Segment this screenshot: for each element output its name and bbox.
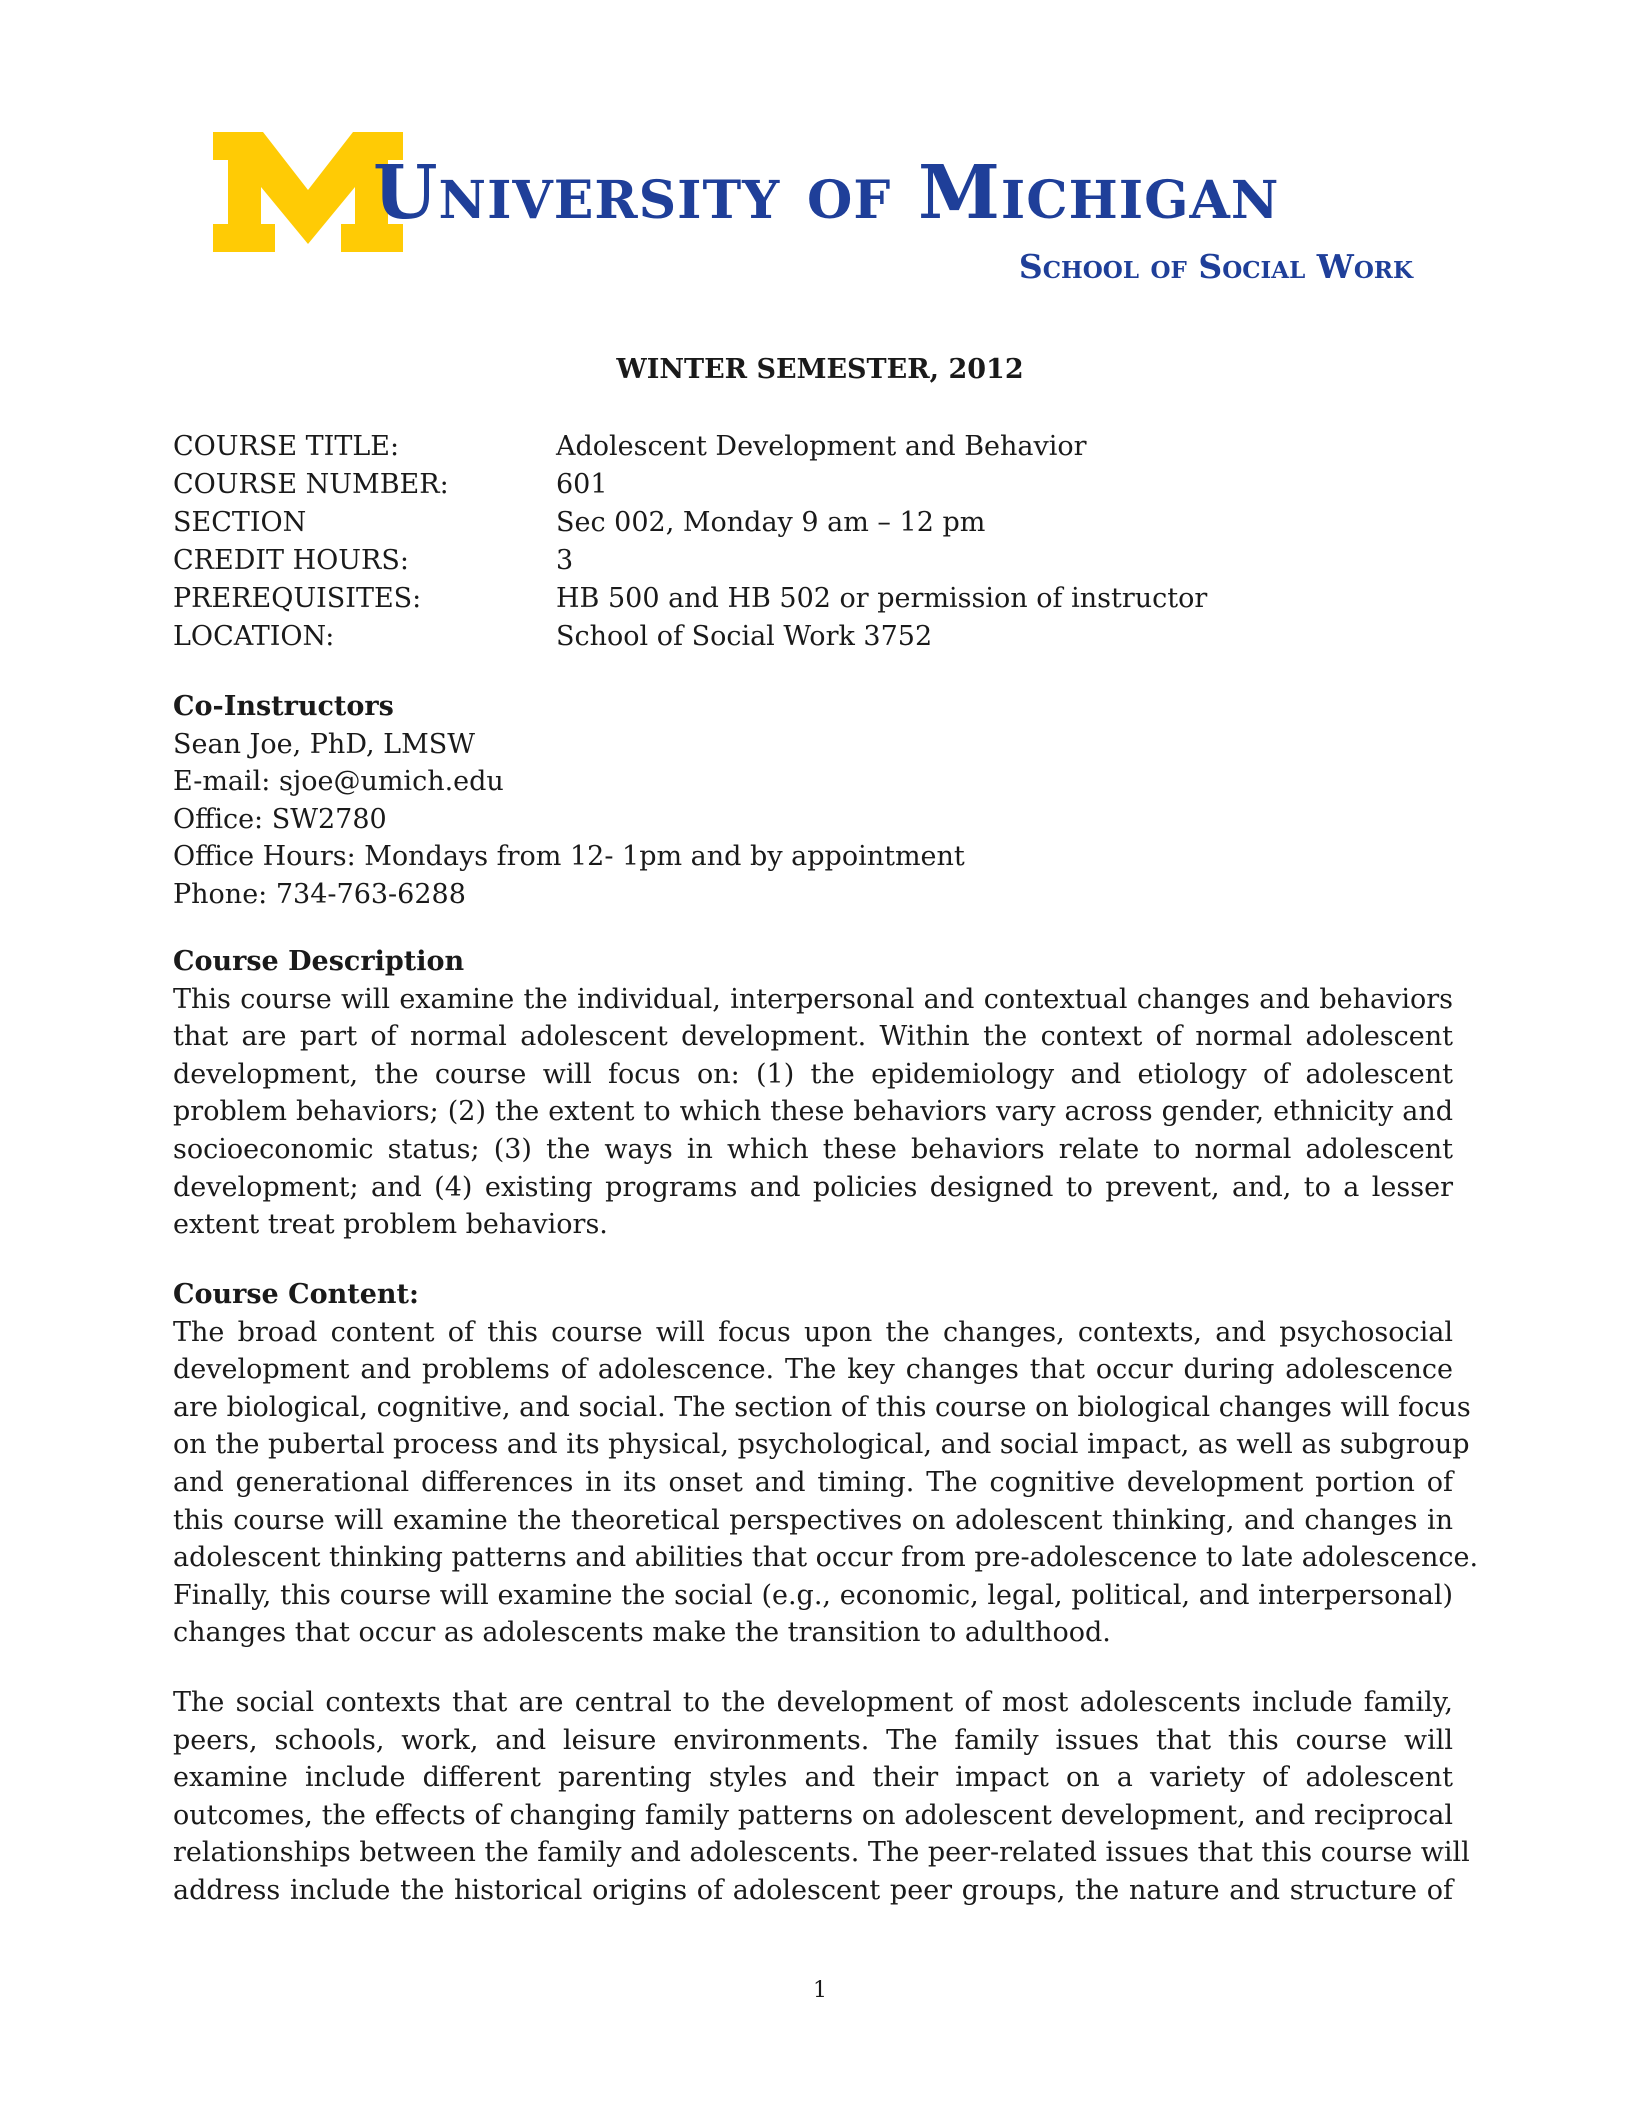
text-line: Finally, this course will examine the social (e.g., economic, legal, political, and interpersonal) bbox=[173, 1579, 1453, 1611]
text-line: relationships between the family and adolescents. The peer-related issues that this course will bbox=[173, 1837, 1470, 1869]
course-info-row bbox=[173, 428, 1207, 466]
text-line: examine include different parenting styles and their impact on a variety of adolescent bbox=[173, 1762, 1453, 1794]
text-line: adolescent thinking patterns and abilities that occur from pre-adolescence to late adolescence. bbox=[173, 1542, 1479, 1574]
course-info-label: COURSE TITLE: bbox=[173, 431, 400, 462]
text-line: this course will examine the theoretical perspectives on adolescent thinking, and changes in bbox=[173, 1504, 1453, 1536]
text-line: outcomes, the effects of changing family patterns on adolescent development, and reciprocal bbox=[173, 1799, 1453, 1831]
text-line: on the pubertal process and its physical, psychological, and social impact, as well as subgroup bbox=[173, 1429, 1470, 1461]
text-line: address include the historical origins of adolescent peer groups, the nature and structure of bbox=[173, 1874, 1453, 1906]
content-paragraph-2 bbox=[173, 1684, 1470, 1910]
text-line: that are part of normal adolescent development. Within the context of normal adolescent bbox=[173, 1021, 1453, 1053]
description-heading: Course Description bbox=[173, 946, 465, 977]
content-heading: Course Content: bbox=[173, 1279, 419, 1310]
text-line: development; and (4) existing programs and policies designed to prevent, and, to a lesser bbox=[173, 1171, 1453, 1203]
instructors-heading: Co-Instructors bbox=[173, 691, 394, 722]
text-line: peers, schools, work, and leisure environments. The family issues that this course will bbox=[173, 1724, 1453, 1756]
text-line: development and problems of adolescence. The key changes that occur during adolescence bbox=[173, 1354, 1453, 1386]
university-logo bbox=[213, 132, 1413, 286]
course-info-row bbox=[173, 542, 1207, 580]
course-info-label: SECTION bbox=[173, 507, 307, 538]
text-line: The broad content of this course will focus upon the changes, contexts, and psychosocial bbox=[173, 1316, 1453, 1348]
course-info-label: CREDIT HOURS: bbox=[173, 545, 409, 576]
course-info-row bbox=[173, 618, 1207, 656]
instructor-office: Office: SW2780 bbox=[173, 803, 387, 835]
university-name: University of Michigan bbox=[373, 150, 1280, 236]
text-line: This course will examine the individual, interpersonal and contextual changes and behaviors bbox=[173, 983, 1453, 1015]
school-name: School of Social Work bbox=[1018, 247, 1413, 286]
course-info-label: LOCATION: bbox=[173, 621, 335, 652]
description-section bbox=[173, 943, 1453, 1244]
page-number: 1 bbox=[813, 1978, 827, 2003]
instructors-section bbox=[173, 688, 1453, 914]
content-paragraph-1 bbox=[173, 1314, 1479, 1652]
text-line: problem behaviors; (2) the extent to which these behaviors vary across gender, ethnicity and bbox=[173, 1096, 1453, 1128]
instructor-phone: Phone: 734-763-6288 bbox=[173, 878, 466, 910]
text-line: are biological, cognitive, and social. The section of this course on biological changes will focus bbox=[173, 1391, 1471, 1423]
course-info-value: 3 bbox=[556, 545, 574, 576]
course-info-row bbox=[173, 466, 1207, 504]
course-info-value: Sec 002, Monday 9 am – 12 pm bbox=[556, 507, 986, 538]
course-info-value: School of Social Work 3752 bbox=[556, 621, 933, 652]
text-line: changes that occur as adolescents make the transition to adulthood. bbox=[173, 1617, 1111, 1649]
text-line: and generational differences in its onset and timing. The cognitive development portion of bbox=[173, 1466, 1453, 1498]
course-info-value: 601 bbox=[556, 469, 608, 500]
description-text bbox=[173, 981, 1453, 1244]
content-section bbox=[173, 1276, 1479, 1652]
text-line: socioeconomic status; (3) the ways in which these behaviors relate to normal adolescent bbox=[173, 1133, 1453, 1165]
text-line: extent treat problem behaviors. bbox=[173, 1209, 608, 1241]
course-info-label: COURSE NUMBER: bbox=[173, 469, 449, 500]
content-section-continued bbox=[173, 1684, 1470, 1910]
instructor-name: Sean Joe, PhD, LMSW bbox=[173, 728, 475, 760]
course-info-row bbox=[173, 504, 1207, 542]
course-info-label: PREREQUISITES: bbox=[173, 583, 422, 614]
instructor-hours: Office Hours: Mondays from 12- 1pm and by appointment bbox=[173, 841, 965, 873]
course-info-table bbox=[173, 428, 1207, 656]
text-line: development, the course will focus on: (1) the epidemiology and etiology of adolescent bbox=[173, 1058, 1453, 1090]
text-line: The social contexts that are central to the development of most adolescents include family, bbox=[173, 1687, 1453, 1718]
course-info-value: Adolescent Development and Behavior bbox=[556, 431, 1087, 462]
course-info-value: HB 500 and HB 502 or permission of instructor bbox=[556, 583, 1208, 614]
semester-title: WINTER SEMESTER, 2012 bbox=[616, 354, 1024, 385]
instructor-email: E-mail: sjoe@umich.edu bbox=[173, 766, 504, 798]
course-info-row bbox=[173, 580, 1207, 618]
